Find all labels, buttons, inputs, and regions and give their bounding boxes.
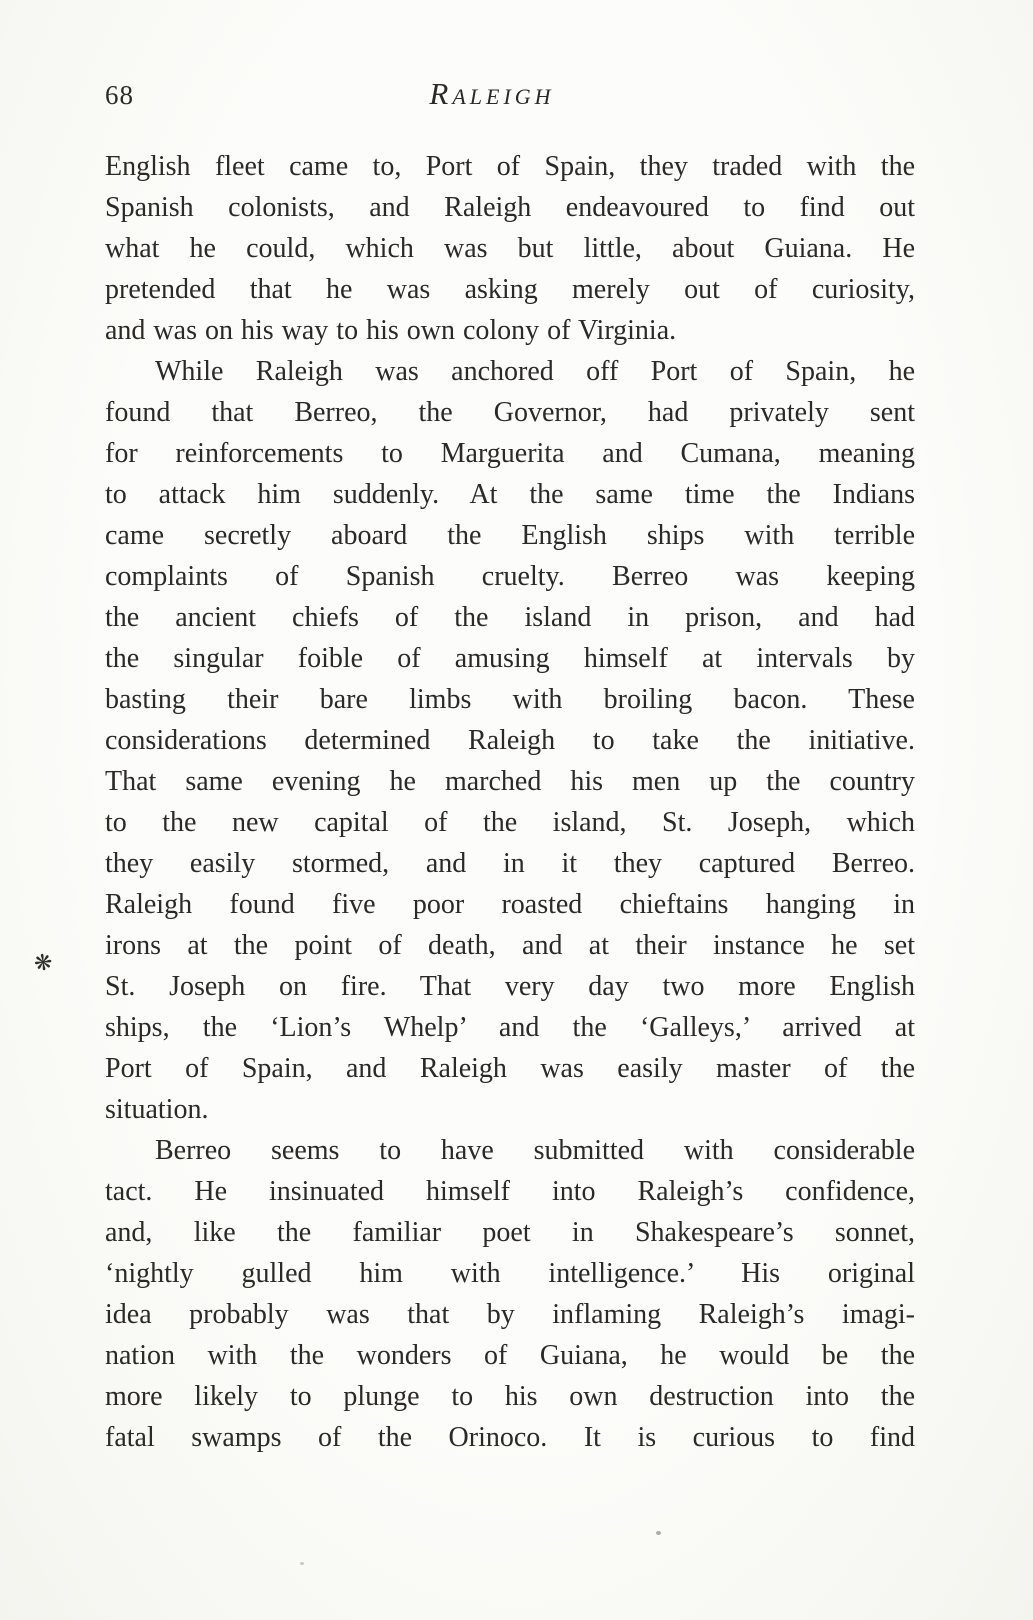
paragraph bbox=[105, 1130, 915, 1458]
text-line: basting their bare limbs with broiling bacon. These bbox=[105, 684, 915, 715]
scan-speck-icon bbox=[656, 1531, 661, 1535]
text-line: for reinforcements to Marguerita and Cumana, meaning bbox=[105, 438, 915, 469]
text-line: irons at the point of death, and at their instance he set bbox=[105, 930, 915, 961]
text-line: considerations determined Raleigh to take the initiative. bbox=[105, 725, 915, 756]
text-line: more likely to plunge to his own destruction into the bbox=[105, 1381, 915, 1412]
text-line: to attack him suddenly. At the same time the Indians bbox=[105, 479, 915, 510]
text-line: they easily stormed, and in it they captured Berreo. bbox=[105, 848, 915, 879]
text-line: While Raleigh was anchored off Port of Spain, he bbox=[155, 356, 915, 387]
text-line: ‘nightly gulled him with intelligence.’ His original bbox=[105, 1258, 915, 1289]
page-number: 68 bbox=[105, 80, 134, 110]
text-line: idea probably was that by inflaming Raleigh’s imagi- bbox=[105, 1299, 915, 1330]
body-text bbox=[105, 146, 915, 1458]
text-line: to the new capital of the island, St. Joseph, which bbox=[105, 807, 915, 838]
text-line: situation. bbox=[105, 1094, 209, 1125]
ink-blot-icon: ❋ bbox=[32, 948, 55, 977]
text-line: complaints of Spanish cruelty. Berreo was keeping bbox=[105, 561, 915, 592]
text-line: Raleigh found five poor roasted chieftains hanging in bbox=[105, 889, 915, 920]
running-title: Raleigh bbox=[429, 76, 555, 111]
paragraph bbox=[105, 351, 915, 1130]
text-line: came secretly aboard the English ships with terrible bbox=[105, 520, 915, 551]
scan-speck-icon bbox=[300, 1562, 304, 1565]
text-line: That same evening he marched his men up the country bbox=[105, 766, 915, 797]
text-line: tact. He insinuated himself into Raleigh’s confidence, bbox=[105, 1176, 915, 1207]
text-line: the singular foible of amusing himself at intervals by bbox=[105, 643, 915, 674]
text-line: Berreo seems to have submitted with considerable bbox=[155, 1135, 915, 1166]
text-line: and, like the familiar poet in Shakespeare’s sonnet, bbox=[105, 1217, 915, 1248]
text-line: found that Berreo, the Governor, had privately sent bbox=[105, 397, 915, 428]
text-line: the ancient chiefs of the island in prison, and had bbox=[105, 602, 915, 633]
text-line: ships, the ‘Lion’s Whelp’ and the ‘Galleys,’ arrived at bbox=[105, 1012, 915, 1043]
running-head bbox=[105, 76, 915, 112]
text-line: Port of Spain, and Raleigh was easily master of the bbox=[105, 1053, 915, 1084]
text-line: Spanish colonists, and Raleigh endeavoured to find out bbox=[105, 192, 915, 223]
text-line: and was on his way to his own colony of Virginia. bbox=[105, 315, 677, 346]
text-line: nation with the wonders of Guiana, he would be the bbox=[105, 1340, 915, 1371]
text-line: pretended that he was asking merely out of curiosity, bbox=[105, 274, 915, 305]
paragraph bbox=[105, 146, 915, 351]
text-line: what he could, which was but little, about Guiana. He bbox=[105, 233, 915, 264]
text-line: fatal swamps of the Orinoco. It is curious to find bbox=[105, 1422, 915, 1453]
text-line: St. Joseph on fire. That very day two more English bbox=[105, 971, 915, 1002]
text-line: English fleet came to, Port of Spain, they traded with the bbox=[105, 151, 915, 182]
